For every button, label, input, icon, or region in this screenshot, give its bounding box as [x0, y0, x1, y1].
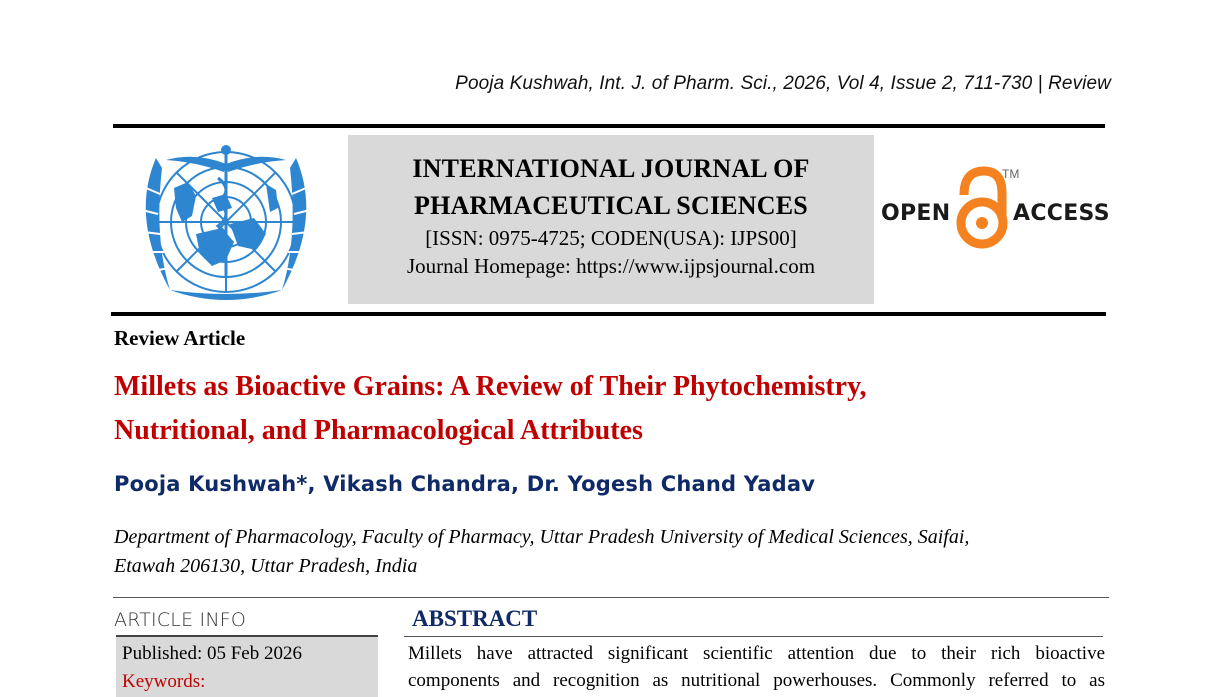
- journal-name-line2: PHARMACEUTICAL SCIENCES: [414, 191, 808, 220]
- article-type-label: Review Article: [114, 326, 246, 350]
- article-title: [114, 365, 1114, 453]
- affiliation-line2: Etawah 206130, Uttar Pradesh, India: [114, 555, 418, 577]
- open-access-word-access: ACCESS: [1013, 201, 1110, 226]
- journal-emblem-logo: [126, 138, 326, 306]
- journal-name: [348, 150, 874, 224]
- journal-identifiers: [ISSN: 0975-4725; CODEN(USA): IJPS00]: [425, 226, 797, 250]
- article-info-box: [116, 635, 378, 697]
- open-access-word-open: OPEN: [881, 201, 951, 226]
- abstract-heading-rule: [404, 636, 1103, 637]
- globe-caduceus-laurel-icon: [126, 138, 326, 306]
- keywords-label: Keywords:: [122, 671, 206, 692]
- abstract-heading: ABSTRACT: [412, 606, 538, 631]
- article-info-heading: ARTICLE INFO: [114, 609, 247, 631]
- article-title-line2: Nutritional, and Pharmacological Attributes: [114, 415, 643, 446]
- author-list: Pooja Kushwah*, Vikash Chandra, Dr. Yogesh Chand Yadav: [114, 472, 816, 496]
- section-divider: [113, 597, 1109, 598]
- journal-title-box: [348, 135, 874, 304]
- open-access-logo: [878, 165, 1110, 251]
- running-header-citation: Pooja Kushwah, Int. J. of Pharm. Sci., 2026, Vol 4, Issue 2, 711-730 | Review: [455, 73, 1111, 94]
- abstract-line: Millets have attracted significant scientific attention due to their rich bioactive: [408, 643, 1105, 664]
- published-date: Published: 05 Feb 2026: [122, 643, 302, 664]
- header-bottom-rule: [111, 312, 1106, 316]
- journal-name-line1: INTERNATIONAL JOURNAL OF: [412, 154, 810, 183]
- article-title-line1: Millets as Bioactive Grains: A Review of Their Phytochemistry,: [114, 371, 867, 402]
- abstract-body: [408, 640, 1105, 694]
- journal-homepage-link[interactable]: Journal Homepage: https://www.ijpsjournal.com: [406, 254, 816, 278]
- affiliation-line1: Department of Pharmacology, Faculty of Pharmacy, Uttar Pradesh University of Medical Sciences, Saifai,: [114, 526, 970, 548]
- abstract-line: components and recognition as nutritional powerhouses. Commonly referred to as: [408, 670, 1105, 691]
- header-top-rule: [113, 124, 1105, 128]
- author-affiliation: [114, 523, 1104, 581]
- trademark-symbol: TM: [1002, 167, 1020, 181]
